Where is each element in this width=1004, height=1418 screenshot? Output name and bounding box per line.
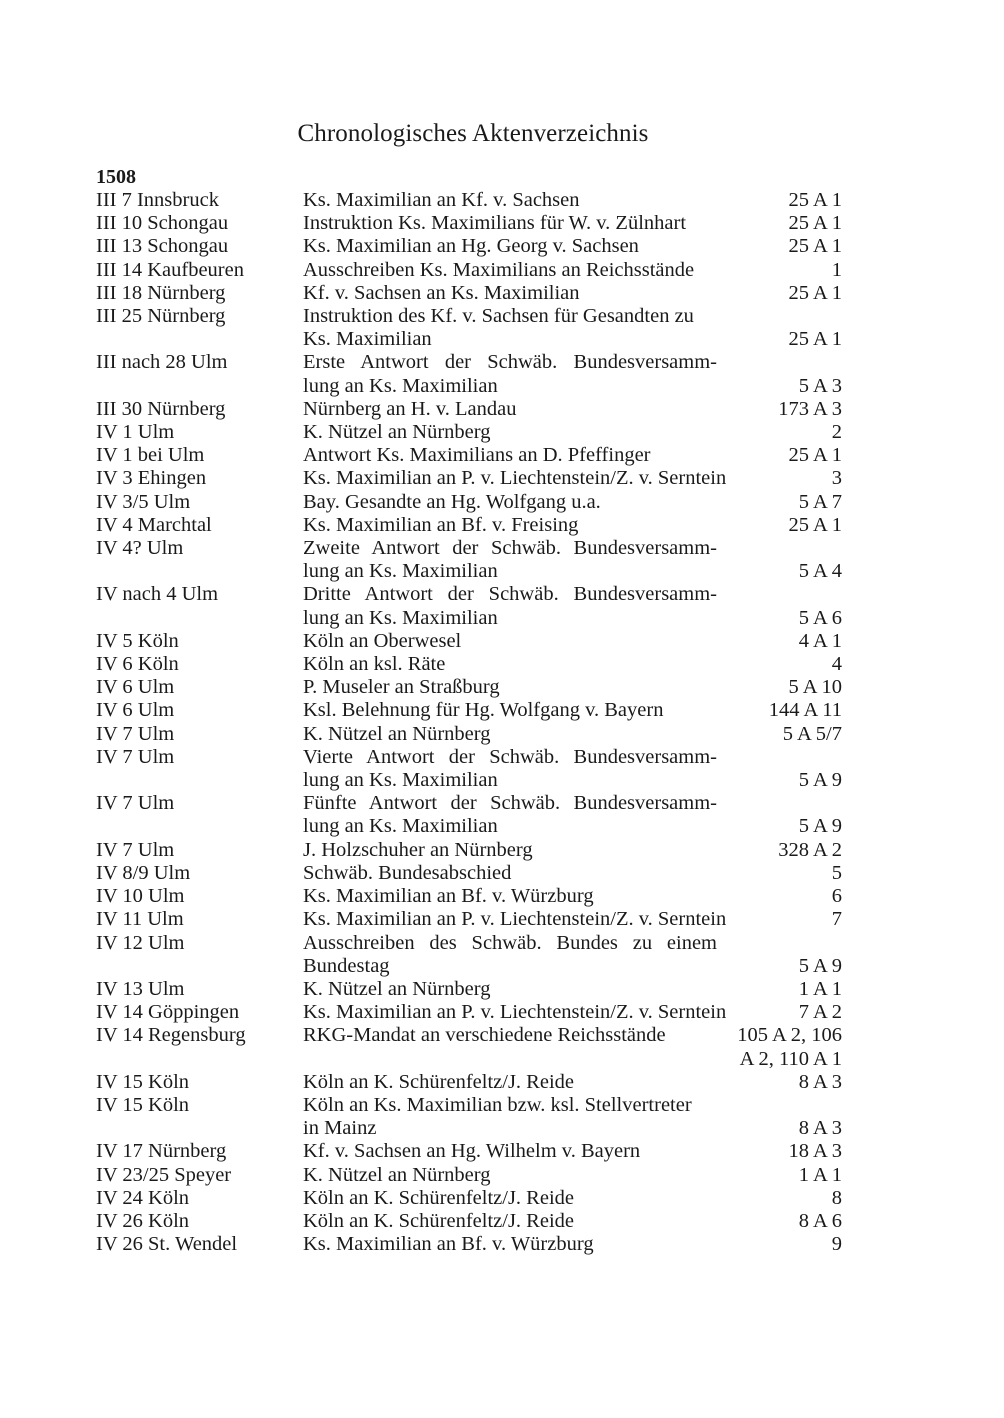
entry-description: J. Holzschuher an Nürnberg [303, 838, 533, 861]
entry-line [303, 908, 842, 931]
entry-description: Köln an K. Schürenfeltz/J. Reide [303, 1070, 574, 1093]
entry-line [303, 259, 842, 282]
entry-date: IV 26 Köln [96, 1209, 190, 1232]
entry-date: IV 15 Köln [96, 1093, 190, 1116]
entry-row [96, 1210, 842, 1233]
entry-line [303, 421, 842, 444]
entry-line [303, 398, 842, 421]
entry-reference: 25 A 1 [788, 189, 842, 211]
entry-row [96, 908, 842, 931]
entry-reference: 144 A 11 [768, 699, 842, 722]
entry-date: IV 7 Ulm [96, 722, 175, 745]
entry-date: IV 7 Ulm [96, 792, 175, 815]
entry-description: Bundestag [303, 954, 390, 977]
entry-body [303, 398, 842, 421]
entry-body [303, 537, 842, 583]
entry-description: Instruktion Ks. Maximilians für W. v. Zülnhart [303, 212, 687, 235]
entry-date: IV 11 Ulm [96, 908, 184, 931]
entry-line [303, 1164, 842, 1187]
entry-row [96, 1187, 842, 1210]
entry-reference: 7 [831, 908, 842, 931]
entry-description: Ks. Maximilian an P. v. Liechtenstein/Z. v. Serntein [303, 1001, 727, 1024]
entry-date: III 13 Schongau [96, 235, 229, 258]
entry-reference: 5 A 10 [788, 676, 842, 699]
entry-description: Ausschreiben Ks. Maximilians an Reichsstände [303, 258, 695, 281]
entry-row [96, 491, 842, 514]
entry-reference: 1 A 1 [798, 1163, 842, 1186]
entry-line [303, 212, 842, 235]
entry-body [303, 885, 842, 908]
entry-line [303, 839, 842, 862]
entry-reference: 8 A 3 [798, 1070, 842, 1093]
entry-date: IV 1 Ulm [96, 421, 175, 444]
entry-date: IV 14 Regensburg [96, 1024, 246, 1047]
entry-body [303, 792, 842, 838]
entry-row [96, 885, 842, 908]
entry-reference: 8 A 6 [798, 1209, 842, 1232]
entry-body [303, 583, 842, 629]
entry-description: Fünfte Antwort der Schwäb. Bundesversamm- [303, 792, 717, 815]
entry-date: IV 4? Ulm [96, 537, 184, 560]
entry-date: IV 23/25 Speyer [96, 1163, 232, 1186]
entry-line [303, 1233, 842, 1256]
entry-date: III nach 28 Ulm [96, 351, 228, 374]
entry-date: IV 7 Ulm [96, 838, 175, 861]
entry-reference: 25 A 1 [788, 444, 842, 467]
entry-reference: A 2, 110 A 1 [739, 1047, 842, 1070]
entry-row [96, 212, 842, 235]
entry-body [303, 978, 842, 1001]
entry-reference: 25 A 1 [788, 281, 842, 304]
entry-row [96, 723, 842, 746]
entry-line [303, 1094, 842, 1117]
entry-reference: 2 [831, 421, 842, 444]
entry-row [96, 305, 842, 351]
entry-description: K. Nützel an Nürnberg [303, 1163, 491, 1186]
entry-line [303, 583, 842, 606]
entry-date: IV 6 Ulm [96, 699, 175, 722]
entry-reference: 7 A 2 [798, 1001, 842, 1024]
entry-reference: 1 A 1 [798, 977, 842, 1000]
entry-description: Ks. Maximilian an Bf. v. Würzburg [303, 885, 594, 908]
entry-date: IV 6 Köln [96, 653, 179, 676]
entry-row [96, 235, 842, 258]
entry-description: lung an Ks. Maximilian [303, 560, 498, 583]
entry-description: K. Nützel an Nürnberg [303, 421, 491, 444]
entry-body [303, 676, 842, 699]
entry-description: Ks. Maximilian an Bf. v. Freising [303, 513, 579, 536]
entry-reference: 25 A 1 [788, 328, 842, 351]
entry-date: IV 1 bei Ulm [96, 444, 205, 467]
entry-line [303, 978, 842, 1001]
entry-body [303, 235, 842, 258]
entry-line [303, 1071, 842, 1094]
entry-line [303, 467, 842, 490]
entry-description: K. Nützel an Nürnberg [303, 722, 491, 745]
entry-reference: 5 A 7 [798, 490, 842, 513]
entry-line [303, 514, 842, 537]
entry-body [303, 351, 842, 397]
entry-description: Köln an K. Schürenfeltz/J. Reide [303, 1186, 574, 1209]
entry-description: lung an Ks. Maximilian [303, 815, 498, 838]
entry-description: Ausschreiben des Schwäb. Bundes zu einem [303, 931, 717, 954]
entry-line [303, 676, 842, 699]
entry-date: IV 12 Ulm [96, 931, 185, 954]
entry-body [303, 932, 842, 978]
entry-line [303, 792, 842, 815]
entry-body [303, 1140, 842, 1163]
entry-line [303, 769, 842, 792]
entry-description: Instruktion des Kf. v. Sachsen für Gesandten zu [303, 305, 694, 328]
entry-reference: 5 [831, 861, 842, 884]
entry-reference: 5 A 4 [798, 560, 842, 583]
entry-line [303, 862, 842, 885]
entry-description: lung an Ks. Maximilian [303, 606, 498, 629]
entry-description: Ks. Maximilian an Bf. v. Würzburg [303, 1233, 594, 1256]
entry-reference: 5 A 9 [798, 954, 842, 977]
entry-body [303, 514, 842, 537]
entry-row [96, 189, 842, 212]
entry-line [303, 723, 842, 746]
entry-row [96, 467, 842, 490]
entry-date: IV 17 Nürnberg [96, 1140, 227, 1163]
entry-line [303, 189, 842, 212]
entry-body [303, 421, 842, 444]
entry-reference: 5 A 9 [798, 815, 842, 838]
entry-reference: 18 A 3 [788, 1140, 842, 1163]
entry-line [303, 282, 842, 305]
entry-reference: 8 A 3 [798, 1117, 842, 1140]
entry-row [96, 398, 842, 421]
entry-description: Ks. Maximilian an P. v. Liechtenstein/Z. v. Serntein [303, 908, 727, 931]
entry-description: Ks. Maximilian an Hg. Georg v. Sachsen [303, 235, 639, 258]
entry-reference: 9 [831, 1233, 842, 1256]
entry-reference: 8 [831, 1186, 842, 1209]
entry-line [303, 1210, 842, 1233]
entry-description: Nürnberg an H. v. Landau [303, 397, 517, 420]
entry-row [96, 1071, 842, 1094]
entry-date: IV 24 Köln [96, 1186, 190, 1209]
entry-body [303, 723, 842, 746]
entry-line [303, 630, 842, 653]
entry-description: RKG-Mandat an verschiedene Reichsstände [303, 1024, 666, 1047]
entry-line [303, 1117, 842, 1140]
entry-row [96, 932, 842, 978]
entry-body [303, 491, 842, 514]
entry-row [96, 1001, 842, 1024]
entry-date: IV 26 St. Wendel [96, 1233, 238, 1256]
entry-date: IV 7 Ulm [96, 745, 175, 768]
year-heading: 1508 [96, 166, 136, 188]
entry-body [303, 1094, 842, 1140]
entry-description: in Mainz [303, 1117, 377, 1140]
entry-row [96, 1024, 842, 1070]
entry-description: Ksl. Belehnung für Hg. Wolfgang v. Bayern [303, 699, 664, 722]
entry-description: Kf. v. Sachsen an Hg. Wilhelm v. Bayern [303, 1140, 641, 1163]
entry-date: III 30 Nürnberg [96, 397, 226, 420]
entry-date: IV 10 Ulm [96, 885, 185, 908]
entry-date: III 18 Nürnberg [96, 281, 226, 304]
entry-description: Kf. v. Sachsen an Ks. Maximilian [303, 281, 580, 304]
entry-description: Zweite Antwort der Schwäb. Bundesversamm- [303, 537, 717, 560]
entry-reference: 328 A 2 [778, 838, 842, 861]
entry-row [96, 1233, 842, 1256]
entry-line [303, 537, 842, 560]
entry-date: IV 8/9 Ulm [96, 861, 191, 884]
entry-line [303, 885, 842, 908]
entry-row [96, 792, 842, 838]
entry-date: IV 13 Ulm [96, 977, 185, 1000]
entry-line [303, 1001, 842, 1024]
entry-description: Köln an K. Schürenfeltz/J. Reide [303, 1209, 574, 1232]
entry-description: Köln an ksl. Räte [303, 653, 446, 676]
entry-reference: 25 A 1 [788, 513, 842, 536]
entry-date: IV 3/5 Ulm [96, 490, 191, 513]
entry-reference: 5 A 5/7 [782, 722, 842, 745]
entry-reference: 5 A 6 [798, 606, 842, 629]
entry-description: Köln an Oberwesel [303, 629, 462, 652]
entry-row [96, 862, 842, 885]
entry-description: lung an Ks. Maximilian [303, 769, 498, 792]
entry-line [303, 1187, 842, 1210]
entry-description: Ks. Maximilian an P. v. Liechtenstein/Z. v. Serntein [303, 467, 727, 490]
entry-reference: 1 [831, 258, 842, 281]
entry-description: Ks. Maximilian an Kf. v. Sachsen [303, 189, 580, 211]
entry-description: Vierte Antwort der Schwäb. Bundesversamm- [303, 745, 717, 768]
entry-date: IV 6 Ulm [96, 676, 175, 699]
entry-reference: 4 A 1 [798, 629, 842, 652]
entry-line [303, 1048, 842, 1071]
entry-reference: 4 [831, 653, 842, 676]
entry-body [303, 1187, 842, 1210]
entry-row [96, 282, 842, 305]
entry-body [303, 746, 842, 792]
entry-line [303, 560, 842, 583]
entry-line [303, 1140, 842, 1163]
entry-body [303, 1071, 842, 1094]
entry-body [303, 282, 842, 305]
entry-row [96, 583, 842, 629]
entry-description: Antwort Ks. Maximilians an D. Pfeffinger [303, 444, 651, 467]
entry-row [96, 839, 842, 862]
entry-description: K. Nützel an Nürnberg [303, 977, 491, 1000]
entry-line [303, 305, 842, 328]
entry-reference: 25 A 1 [788, 235, 842, 258]
entry-row [96, 746, 842, 792]
entry-body [303, 259, 842, 282]
entry-body [303, 630, 842, 653]
entry-row [96, 978, 842, 1001]
entry-row [96, 676, 842, 699]
entry-description: P. Museler an Straßburg [303, 676, 500, 699]
entry-line [303, 653, 842, 676]
entry-body [303, 862, 842, 885]
entry-body [303, 1164, 842, 1187]
entry-row [96, 444, 842, 467]
entry-date: IV 5 Köln [96, 629, 179, 652]
page-title: Chronologisches Aktenverzeichnis [297, 120, 649, 147]
entry-description: Bay. Gesandte an Hg. Wolfgang u.a. [303, 490, 601, 513]
entry-body [303, 1210, 842, 1233]
entry-row [96, 259, 842, 282]
entry-line [303, 491, 842, 514]
entry-date: IV 3 Ehingen [96, 467, 207, 490]
entry-date: III 7 Innsbruck [96, 189, 219, 211]
entry-date: IV nach 4 Ulm [96, 583, 219, 606]
entry-reference: 3 [831, 467, 842, 490]
entry-line [303, 1024, 842, 1047]
entry-date: III 25 Nürnberg [96, 305, 226, 328]
entry-date: III 10 Schongau [96, 212, 229, 235]
entry-date: IV 4 Marchtal [96, 513, 212, 536]
entry-body [303, 1024, 842, 1070]
entry-line [303, 328, 842, 351]
entry-body [303, 189, 842, 212]
entry-row [96, 699, 842, 722]
entry-line [303, 815, 842, 838]
entry-line [303, 235, 842, 258]
entry-row [96, 421, 842, 444]
entry-line [303, 607, 842, 630]
entry-reference: 173 A 3 [778, 397, 842, 420]
entry-reference: 5 A 3 [798, 374, 842, 397]
entry-reference: 105 A 2, 106 [737, 1024, 842, 1047]
entry-row [96, 1140, 842, 1163]
entry-list [96, 189, 842, 1256]
entry-line [303, 375, 842, 398]
entry-row [96, 514, 842, 537]
entry-body [303, 699, 842, 722]
entry-line [303, 955, 842, 978]
entry-row [96, 1164, 842, 1187]
entry-date: III 14 Kaufbeuren [96, 258, 244, 281]
entry-reference: 5 A 9 [798, 769, 842, 792]
entry-line [303, 699, 842, 722]
entry-line [303, 932, 842, 955]
entry-line [303, 444, 842, 467]
entry-body [303, 212, 842, 235]
entry-description: lung an Ks. Maximilian [303, 374, 498, 397]
entry-description: Ks. Maximilian [303, 328, 432, 351]
entry-line [303, 746, 842, 769]
entry-row [96, 351, 842, 397]
entry-body [303, 1233, 842, 1256]
entry-row [96, 630, 842, 653]
entry-body [303, 839, 842, 862]
entry-description: Dritte Antwort der Schwäb. Bundesversamm- [303, 583, 717, 606]
entry-reference: 25 A 1 [788, 212, 842, 235]
entry-body [303, 1001, 842, 1024]
entry-row [96, 537, 842, 583]
entry-reference: 6 [831, 885, 842, 908]
entry-description: Erste Antwort der Schwäb. Bundesversamm- [303, 351, 717, 374]
entry-row [96, 653, 842, 676]
entry-description: Köln an Ks. Maximilian bzw. ksl. Stellvertreter [303, 1093, 692, 1116]
entry-date: IV 14 Göppingen [96, 1001, 240, 1024]
entry-body [303, 444, 842, 467]
entry-row [96, 1094, 842, 1140]
entry-date: IV 15 Köln [96, 1070, 190, 1093]
entry-body [303, 653, 842, 676]
entry-body [303, 305, 842, 351]
entry-body [303, 467, 842, 490]
entry-body [303, 908, 842, 931]
entry-description: Schwäb. Bundesabschied [303, 861, 512, 884]
entry-line [303, 351, 842, 374]
